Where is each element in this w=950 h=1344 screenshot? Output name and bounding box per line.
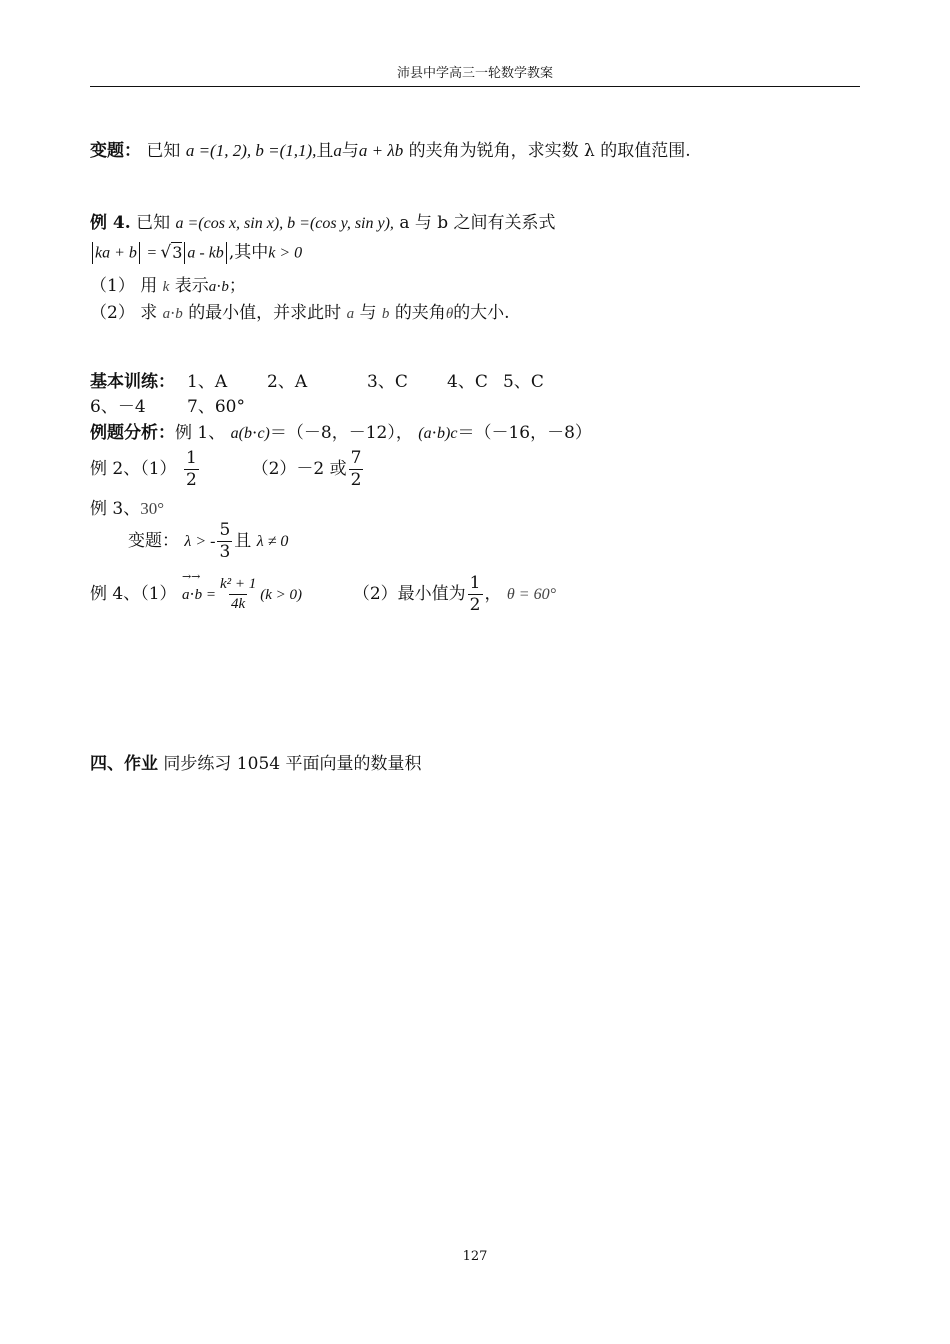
analysis-variation	[128, 522, 288, 561]
ex2-prefix: 例 2、（1）	[90, 459, 177, 479]
example4-question-2	[90, 303, 510, 323]
variation-and: 且	[316, 141, 334, 161]
question-2-end: 的大小.	[453, 303, 510, 323]
example4-question-1	[90, 276, 246, 296]
variation-problem	[90, 141, 691, 161]
variation-lambda-nonzero: λ ≠ 0	[256, 533, 289, 550]
question-2-b: b	[381, 306, 390, 322]
variation-vector-sum: a + λb	[358, 141, 404, 160]
question-2-text-b: 的最小值，并求此时	[188, 303, 342, 323]
question-2-a: a	[346, 306, 355, 322]
question-2-with: 与	[359, 303, 377, 323]
condition-prefix: ,其中	[228, 242, 269, 263]
example4-intro: 已知	[136, 213, 171, 233]
homework-label: 四、作业	[90, 754, 158, 774]
basic-answer-1: 1、A	[187, 372, 228, 392]
variation-vector-a: a	[333, 141, 342, 160]
example4-relation: a 与 b 之间有关系式	[399, 213, 556, 233]
variation-and-word: 且	[234, 531, 252, 551]
header-divider	[90, 86, 860, 87]
variation-intro: 已知	[146, 141, 181, 161]
example4-dot: .	[124, 213, 131, 233]
ex2-fraction-2-denominator: 2	[350, 470, 362, 490]
basic-answer-6: 6、－4	[90, 397, 146, 417]
ex4-min-fraction	[468, 575, 483, 614]
ex2-fraction-2	[349, 450, 364, 489]
basic-answer-3: 3、C	[367, 372, 408, 392]
variation-fraction	[217, 522, 232, 561]
ex2-fraction-1-numerator: 1	[185, 448, 197, 468]
basic-answer-7: 7、60°	[187, 397, 245, 417]
ex1-expr-2: (a⋅b)c	[418, 425, 458, 442]
ex4-theta: θ = 60°	[506, 586, 556, 603]
homework-text: 同步练习 1054 平面向量的数量积	[163, 754, 422, 774]
ex2-fraction-2-numerator: 7	[350, 448, 362, 468]
question-2-label: （2）	[90, 303, 135, 323]
variation-lambda: λ > -	[184, 533, 216, 550]
question-2-text-a: 求	[140, 303, 158, 323]
variation-condition-vectors: a =(1, 2), b =(1,1),	[185, 141, 317, 160]
example4-vectors: a =(cos x, sin x), b =(cos y, sin y),	[175, 215, 394, 232]
ex2-fraction-1	[184, 450, 199, 489]
sqrt-value: 3	[172, 242, 183, 262]
example4-equation	[90, 242, 302, 264]
ex4-part-2: （2）最小值为	[352, 584, 466, 604]
equation-left-expr: ka + b	[95, 244, 137, 262]
ex1-expr-1: a(b⋅c)	[230, 425, 270, 442]
ex3-prefix: 例 3、	[90, 499, 141, 519]
question-1-dot-product: a⋅b	[208, 279, 229, 295]
abs-bar-left-2	[184, 242, 185, 264]
question-2-dot-product: a⋅b	[162, 306, 183, 322]
ex4-fraction-denominator: 4k	[231, 596, 246, 612]
variation-fraction-numerator: 5	[219, 520, 231, 540]
question-1-end: ；	[228, 276, 246, 296]
sqrt-sign: √	[160, 242, 172, 263]
ex2-fraction-1-denominator: 2	[185, 470, 197, 490]
ex3-value: 30°	[140, 499, 165, 518]
variation-label: 变题	[90, 141, 124, 161]
variation-colon: ：	[124, 141, 141, 161]
variation-fraction-denominator: 3	[219, 542, 231, 562]
analysis-example-2	[90, 450, 365, 489]
abs-bar-right-2	[226, 242, 227, 264]
variation-question: 的夹角为锐角，求实数 λ 的取值范围.	[408, 141, 691, 161]
analysis-example-4	[90, 570, 556, 615]
page-header-title: 沛县中学高三一轮数学教案	[396, 66, 553, 81]
basic-answer-2: 2、A	[267, 372, 308, 392]
example4-label: 例 4	[90, 213, 125, 233]
basic-training-label: 基本训练	[90, 372, 158, 392]
equation-equals: =	[147, 244, 161, 262]
basic-answer-5: 5、C	[503, 372, 544, 392]
example4-statement	[90, 213, 556, 233]
ex4-condition: (k > 0)	[260, 587, 303, 603]
ex4-lhs: a⋅b =	[181, 587, 216, 603]
abs-bar-left-1	[92, 242, 93, 264]
ex4-prefix: 例 4、（1）	[90, 584, 177, 604]
question-2-theta: θ	[445, 306, 454, 322]
ex4-fraction	[218, 577, 258, 612]
ex1-value-2: ＝（－16，－8）	[457, 423, 592, 443]
analysis-ex1-prefix: 例 1、	[175, 423, 226, 443]
question-1-text-b: 表示	[174, 276, 209, 296]
analysis-colon: ：	[158, 423, 175, 443]
homework-section	[90, 754, 421, 774]
equation-right-expr: a - kb	[187, 244, 224, 262]
condition-k-positive: k > 0	[268, 244, 303, 262]
basic-answer-4: 4、C	[447, 372, 488, 392]
question-2-text-c: 的夹角	[394, 303, 446, 323]
ex4-fraction-numerator: k² + 1	[219, 576, 257, 592]
basic-training-colon: ：	[158, 372, 175, 392]
analysis-variation-label: 变题：	[128, 531, 179, 551]
analysis-example-1	[90, 423, 592, 443]
variation-with: 与	[341, 141, 359, 161]
abs-bar-right-1	[139, 242, 140, 264]
analysis-example-3	[90, 499, 164, 519]
analysis-label: 例题分析	[90, 423, 158, 443]
ex4-separator: ，	[484, 584, 502, 604]
ex2-part-2: （2）－2 或	[251, 459, 347, 479]
ex4-min-numerator: 1	[469, 573, 481, 593]
answers-basic-row-1	[90, 372, 175, 392]
question-1-text-a: 用	[140, 276, 158, 296]
ex1-value-1: ＝（－8，－12），	[269, 423, 413, 443]
page-number: 127	[462, 1249, 488, 1264]
question-1-k: k	[162, 279, 170, 295]
question-1-label: （1）	[90, 276, 135, 296]
ex4-min-denominator: 2	[469, 595, 481, 615]
ex4-vector-arrows: →→	[181, 570, 201, 583]
